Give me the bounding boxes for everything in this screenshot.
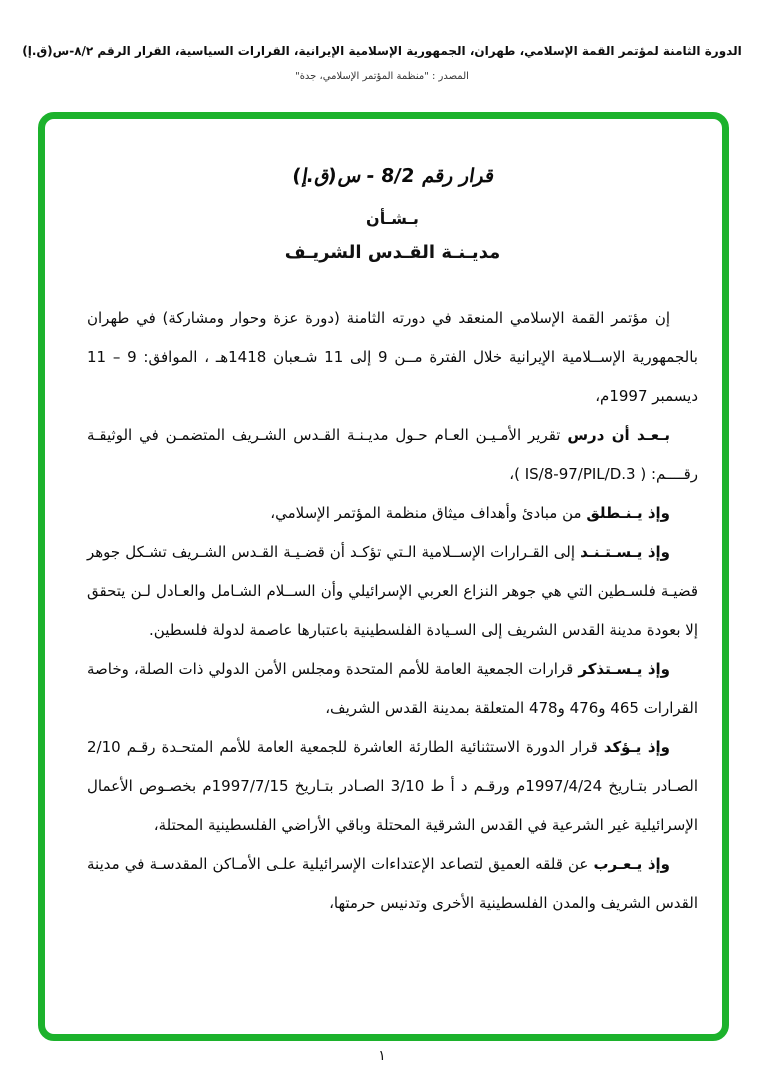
paragraph-lead: وإذ يـعـرب: [593, 855, 670, 873]
paragraph-recalling: [87, 650, 698, 728]
paragraph-text: من مبادئ وأهداف ميثاق منظمة المؤتمر الإسلامي،: [270, 504, 587, 522]
resolution-title: قرار رقم 8/2 - س(ق.إ): [291, 165, 494, 187]
document-header-source: المصدر : "منظمة المؤتمر الإسلامي، جدة": [295, 71, 469, 82]
paragraph-having-studied: [87, 416, 698, 494]
paragraph-text: قرارات الجمعية العامة للأمم المتحدة ومجلس الأمن الدولي ذات الصلة، وخاصة القرارات 465 و476 و478 المتعلقة بمدينة القدس الشريف،: [87, 660, 698, 717]
subject-title: مديـنـة القـدس الشريـف: [284, 242, 501, 263]
paragraph-lead: وإذ يـسـتـنـد: [580, 543, 671, 561]
paragraph-proceeding-from: [87, 494, 698, 533]
paragraph-lead: وإذ يـسـتذكر: [578, 660, 670, 678]
paragraph-text: قرار الدورة الاستثنائية الطارئة العاشرة للجمعية العامة للأمم المتحـدة رقـم 2/10 الصـادر بتـاريخ 1997/4/24م ورقـم د أ ط 3/10 الصـادر بتـاريخ 1997/7/15م بخصـوص الأعمال الإسرائيلية غير الشرعية في القدس الشرقية المحتلة وباقي الأراضي الفلسطينية المحتلة،: [87, 738, 698, 834]
document-border-box: [38, 112, 729, 1041]
paragraph-affirming: [87, 728, 698, 845]
paragraph-based-on: [87, 533, 698, 650]
paragraph-text: تقرير الأمـيـن العـام حـول مديـنـة القـدس الشـريف المتضمـن في الوثيقـة رقــــم: ( IS/8-97/PIL/D.3 )،: [87, 426, 698, 483]
paragraph-text: إلى القـرارات الإســلامية الـتي تؤكـد أن قضـيـة القـدس الشـريف تشـكل جوهر قضيـة فلسـطين التي هي جوهر النزاع العربي الإسرائيلي وأن الســلام الشـامل والعـادل لـن يتحقق إلا بعودة مدينة القدس الشريف إلى السـيادة الفلسطينية باعتبارها عاصمة لدولة فلسطين.: [87, 543, 698, 639]
paragraph-lead: وإذ يـنـطلق: [586, 504, 670, 522]
paragraph-lead: وإذ يـؤكد: [603, 738, 671, 756]
paragraph-text: عن قلقه العميق لتصاعد الإعتداءات الإسرائيلية علـى الأمـاكن المقدسـة في مدينة القدس الشريف والمدن الفلسطينية الأخرى وتدنيس حرمتها،: [87, 855, 698, 912]
paragraph-text: إن مؤتمر القمة الإسلامي المنعقد في دورته الثامنة (دورة عزة وحوار ومشاركة) في طهران بالجمهورية الإســلامية الإيرانية خلال الفترة مــن 9 إلى 11 شـعبان 1418هـ ، الموافق: 9 – 11 ديسمبر 1997م،: [87, 309, 698, 405]
document-content: [45, 119, 722, 1034]
resolution-body: [87, 299, 698, 923]
paragraph-lead: بـعـد أن درس: [567, 426, 670, 444]
page-number: ١: [378, 1048, 386, 1064]
paragraph-preamble: [87, 299, 698, 416]
document-header-citation: الدورة الثامنة لمؤتمر القمة الإسلامي، طهران، الجمهورية الإسلامية الإيرانية، القرارات السياسية، القرار الرقم ٨/٢-س(ق.إ): [22, 44, 742, 58]
subject-label: بـشـأن: [366, 209, 419, 228]
paragraph-expressing-concern: [87, 845, 698, 923]
